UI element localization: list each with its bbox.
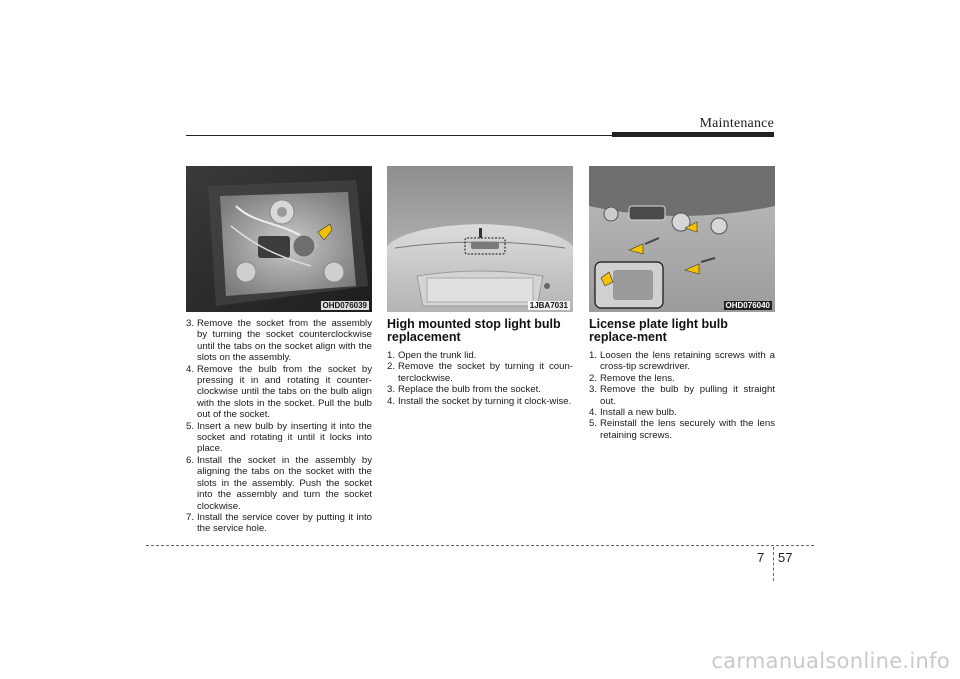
step-list (387, 350, 573, 407)
figure-code: 1JBA7031 (529, 301, 568, 310)
trunk-socket-illustration (186, 166, 372, 312)
column-1 (186, 166, 372, 535)
section-title: Maintenance (699, 116, 774, 131)
page-number: 57 (778, 550, 793, 565)
trunk-lid-illustration (387, 166, 573, 312)
list-item: 3. Remove the socket from the assembly by turning the socket counterclockwise until the tabs on the socket align with the slots on the assembly. (186, 318, 372, 364)
list-item: 1. Loosen the lens retaining screws with a cross-tip screwdriver. (589, 350, 775, 373)
figure-license-light (589, 166, 775, 312)
list-item: 5. Insert a new bulb by inserting it into the socket and rotating it until it locks into place. (186, 420, 372, 455)
header-bar (612, 132, 774, 137)
section-heading: License plate light bulb replace-ment (589, 317, 728, 344)
list-item: 6. Install the socket in the assembly by aligning the tabs on the socket with the slots in the assembly. Push the socket into the assembly and turn the socket clockwise. (186, 454, 372, 512)
list-item: 2. Remove the socket by turning it coun-terclockwise. (387, 361, 573, 384)
figure-code: OHD076040 (725, 301, 770, 310)
list-item: 4. Install the socket by turning it clock-wise. (387, 395, 572, 407)
list-item: 3. Replace the bulb from the socket. (387, 384, 541, 396)
figure-code: OHD076039 (322, 301, 367, 310)
list-item: 1. Open the trunk lid. (387, 350, 477, 361)
watermark[interactable]: carmanualsonline.info (711, 649, 950, 673)
step-list (186, 318, 372, 535)
footer-rule (146, 545, 814, 546)
license-light-illustration (589, 166, 775, 312)
list-item: 5. Reinstall the lens securely with the lens retaining screws. (589, 418, 775, 441)
list-item: 2. Remove the lens. (589, 372, 675, 384)
list-item: 7. Install the service cover by putting it into the service hole. (186, 511, 372, 535)
figure-trunk-socket (186, 166, 372, 312)
column-3 (589, 166, 775, 441)
column-2 (387, 166, 573, 407)
figure-trunk-lid (387, 166, 573, 312)
step-list (589, 350, 775, 441)
footer-divider (773, 547, 774, 581)
section-heading: High mounted stop light bulb replacement (387, 317, 561, 344)
list-item: 4. Remove the bulb from the socket by pressing it in and rotating it counter-clockwise until the tabs on the bulb align with the slots in the socket. Pull the bulb out of the socket. (186, 363, 372, 421)
chapter-number: 7 (757, 550, 765, 565)
list-item: 3. Remove the bulb by pulling it straight out. (589, 384, 775, 407)
list-item: 4. Install a new bulb. (589, 407, 677, 419)
